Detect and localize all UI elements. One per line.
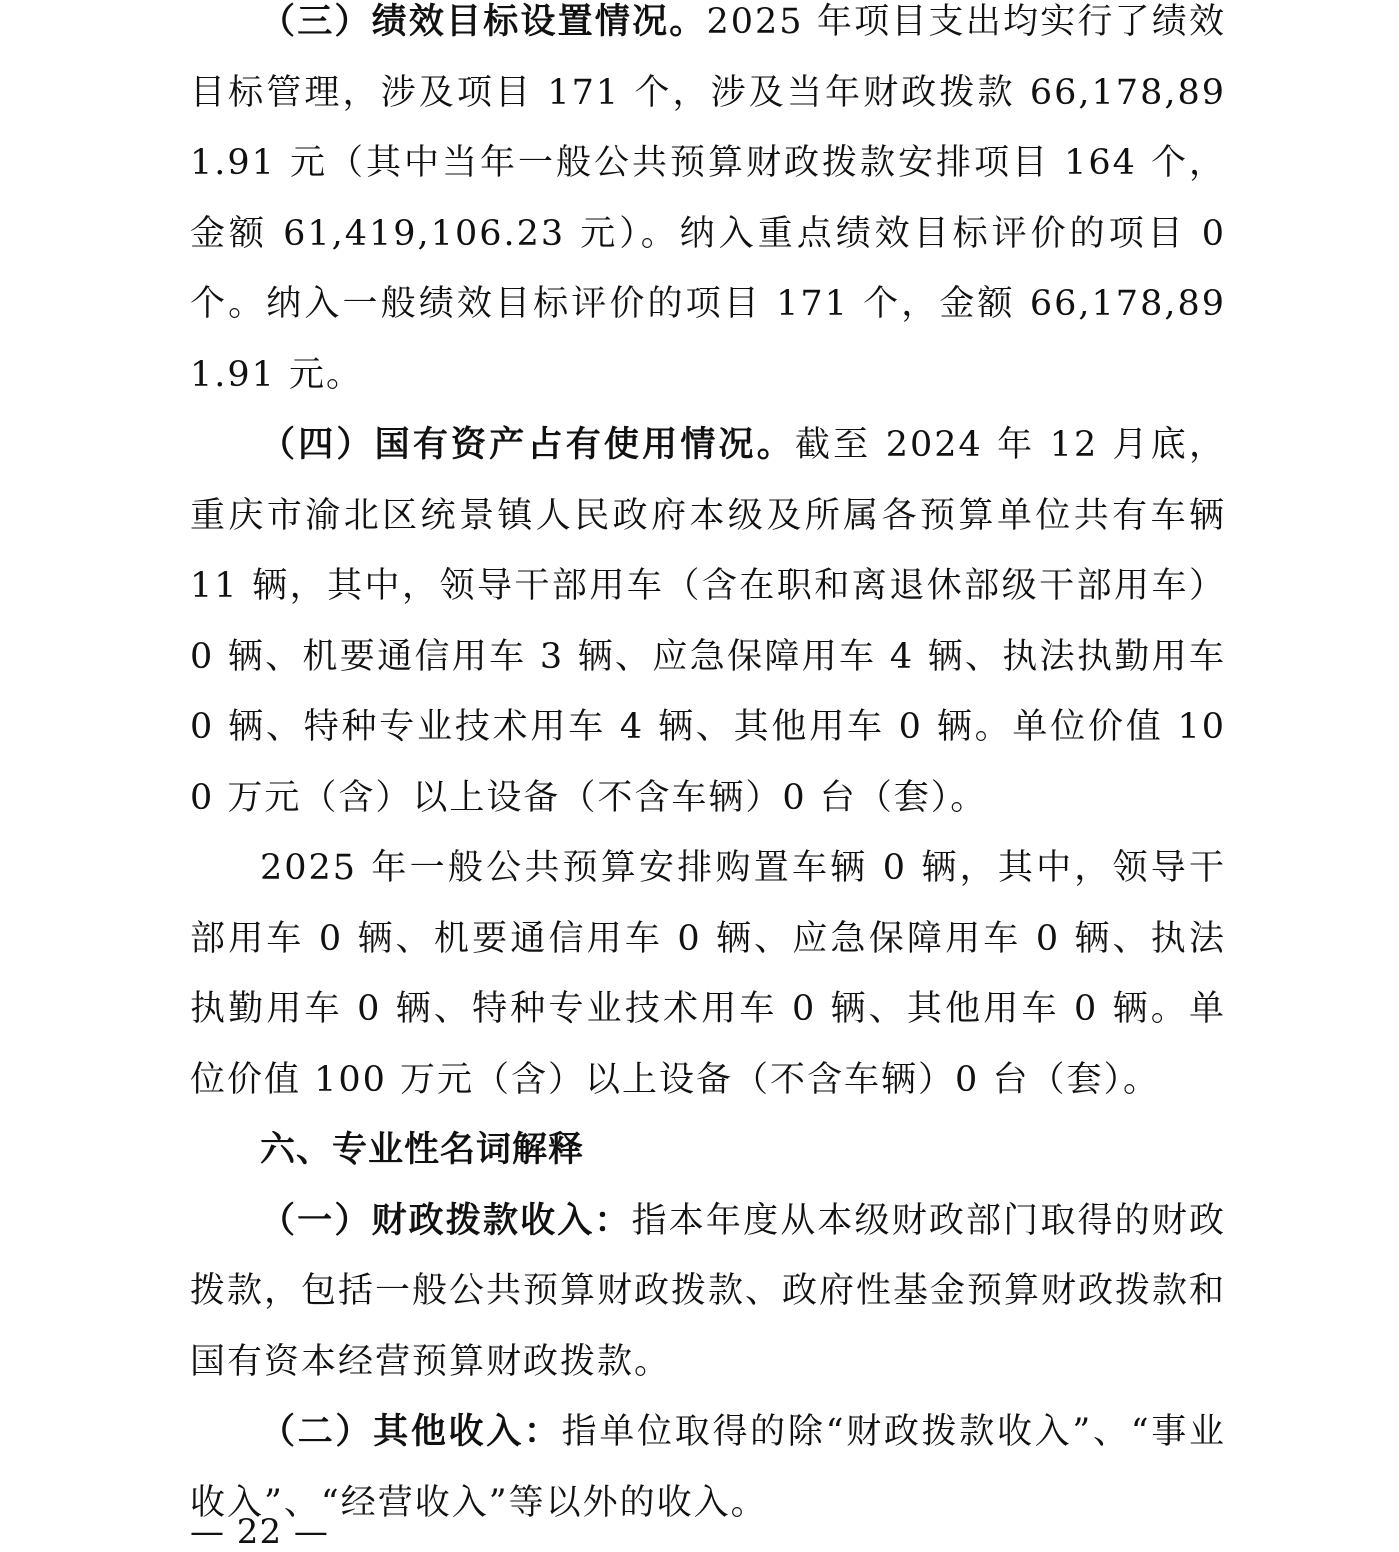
section-heading: 六、专业性名词解释 [260,1130,585,1170]
paragraph-text: 2025 年一般公共预算安排购置车辆 0 辆，其中，领导干部用车 0 辆、机要通信用车 0 辆、应急保障用车 0 辆、执法执勤用车 0 辆、特种专业技术用车 0 辆、其他用车 0 辆。单位价值 100 万元（含）以上设备（不含车辆）0 台（套）。 [190,848,1226,1100]
paragraph-performance-targets [190,0,1226,410]
definition-term: （一）财政拨款收入： [260,1199,632,1241]
paragraph-lead: （四）国有资产占有使用情况。 [260,424,795,465]
paragraph-lead: （三）绩效目标设置情况。 [260,1,707,42]
definition-term: （二）其他收入： [260,1411,562,1452]
paragraph-text: 2025 年项目支出均实行了绩效目标管理，涉及项目 171 个，涉及当年财政拨款 66,178,891.91 元（其中当年一般公共预算财政拨款安排项目 164 个，金额 61,419,106.23 元）。纳入重点绩效目标评价的项目 0 个。纳入一般绩效目标评价的项目 171 个，金额 66,178,891.91 元。 [190,2,1226,395]
paragraph-vehicle-purchase [190,833,1226,1115]
page-number: — 22 — [190,1512,329,1552]
paragraph-state-assets [190,410,1226,833]
definition-other-income [190,1397,1226,1538]
definition-text: 指单位取得的除“财政拨款收入”、“事业收入”、“经营收入”等以外的收入。 [190,1412,1226,1523]
definition-text: 指本年度从本级财政部门取得的财政拨款，包括一般公共预算财政拨款、政府性基金预算财政拨款和国有资本经营预算财政拨款。 [190,1200,1227,1382]
paragraph-text: 截至 2024 年 12 月底，重庆市渝北区统景镇人民政府本级及所属各预算单位共有车辆 11 辆，其中，领导干部用车（含在职和离退休部级干部用车）0 辆、机要通信用车 3 辆、应急保障用车 4 辆、执法执勤用车 0 辆、特种专业技术用车 4 辆、其他用车 0 辆。单位价值 100 万元（含）以上设备（不含车辆）0 台（套）。 [190,425,1226,818]
document-page [190,0,1226,1538]
definition-fiscal-appropriation [190,1186,1226,1398]
